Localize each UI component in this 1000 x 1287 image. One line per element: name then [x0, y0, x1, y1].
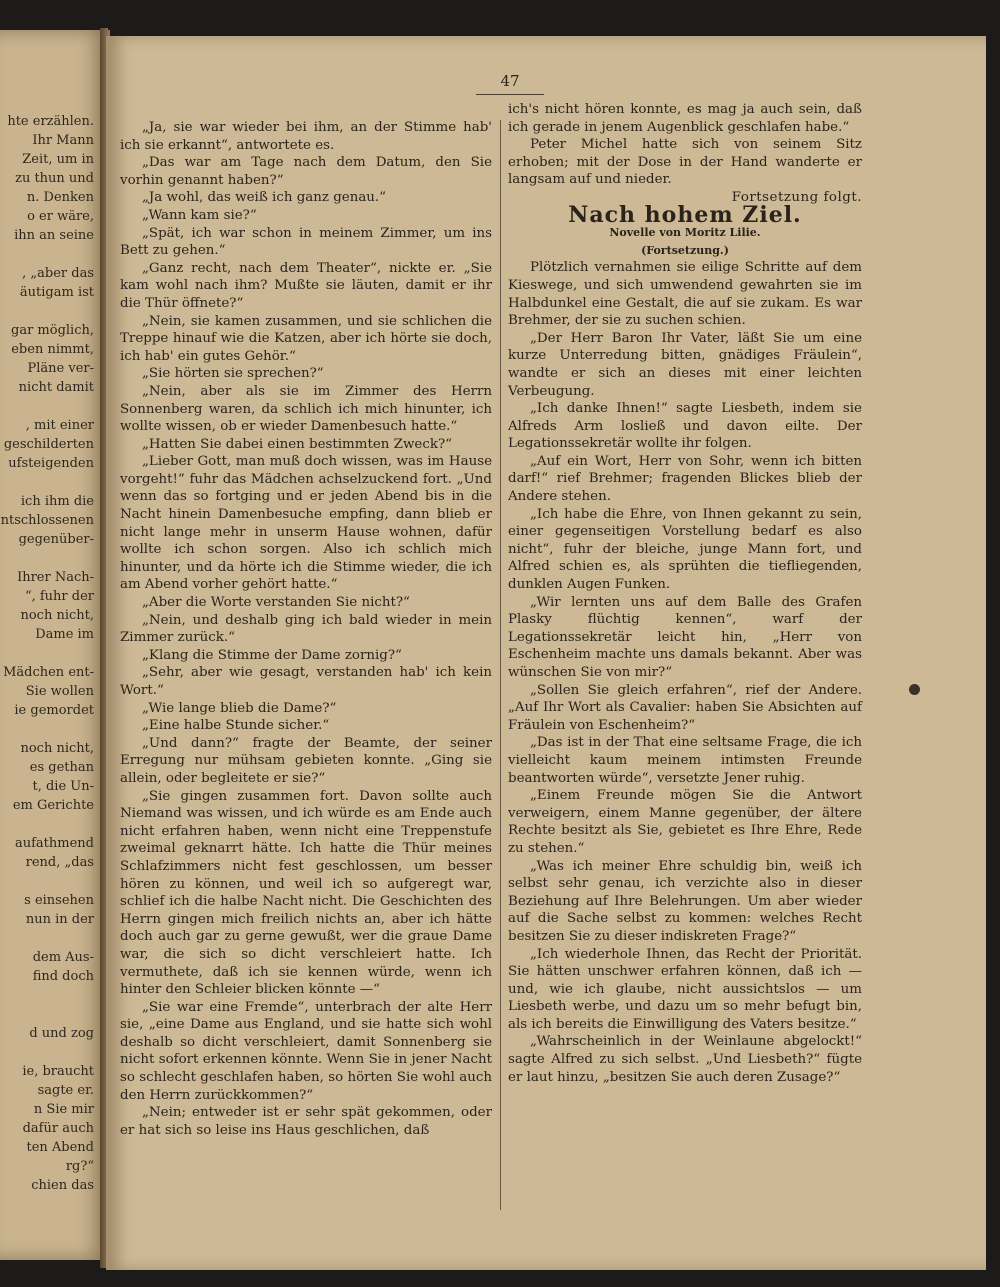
- facing-page-fragment: Mädchen ent-: [3, 665, 94, 680]
- paragraph: „Ja, sie war wieder bei ihm, an der Stimme hab' ich sie erkannt“, antwortete es.: [120, 120, 492, 153]
- header-rule: [476, 94, 544, 95]
- paragraph: „Sie war eine Fremde“, unterbrach der alte Herr sie, „eine Dame aus England, und sie hatte sich wohl deshalb so dicht verschleiert, damit Sonnenberg sie nicht sofort erkennen könnte. Wenn Sie in jener Nacht so schlecht geschlafen haben, so hörten Sie wohl auch den Herrn zurückkommen?“: [120, 999, 492, 1103]
- facing-page-fragment: gegenüber-: [18, 532, 94, 547]
- facing-page-fragment: chien das: [31, 1178, 94, 1193]
- continuation-note: Fortsetzung folgt.: [731, 189, 862, 205]
- paragraph: „Aber die Worte verstanden Sie nicht?“: [142, 595, 410, 611]
- facing-page-fragment: rg?“: [65, 1159, 94, 1174]
- paragraph: „Klang die Stimme der Dame zornig?“: [142, 647, 402, 663]
- paragraph: „Ganz recht, nach dem Theater“, nickte er. „Sie kam wohl nach ihm? Mußte sie läuten, damit er ihr die Thür öffnete?“: [120, 260, 492, 311]
- facing-page-fragment: geschilderten: [3, 437, 94, 452]
- paragraph: „Der Herr Baron Ihr Vater, läßt Sie um eine kurze Unterredung bitten, gnädiges Fräulein“, wandte er sich an dieses mit einer leichten Verbeugung.: [508, 330, 862, 399]
- facing-page-fragment: rend, „das: [25, 855, 94, 870]
- paragraph: „Ja wohl, das weiß ich ganz genau.“: [142, 190, 387, 206]
- story-title: Nach hohem Ziel.: [568, 201, 802, 228]
- paragraph: „Nein, aber als sie im Zimmer des Herrn Sonnenberg waren, da schlich ich mich hinunter, ich wollte wissen, ob er wieder Damenbesuch hatte.“: [120, 383, 492, 435]
- paragraph: „Einem Freunde mögen Sie die Antwort verweigern, einem Manne gegenüber, der ältere Rechte besitzt als Sie, gebietet es Ihre Ehre, Rede zu stehen.“: [508, 788, 862, 856]
- paragraph: ich's nicht hören konnte, es mag ja auch sein, daß ich gerade in jenem Augenblick geschlafen habe.“: [508, 102, 862, 135]
- facing-page-fragment: ntschlossenen: [0, 513, 94, 528]
- facing-page-fragment: eben nimmt,: [11, 342, 94, 357]
- paragraph: „Was ich meiner Ehre schuldig bin, weiß ich selbst sehr genau, ich verzichte also in dieser Beziehung auf Ihre Belehrungen. Um aber wieder auf die Sache selbst zu kommen: welches Recht besitzen Sie zu dieser indiskreten Frage?“: [508, 858, 862, 944]
- paragraph: „Wahrscheinlich in der Weinlaune abgelockt!“ sagte Alfred zu sich selbst. „Und Liesbeth?“ fügte er laut hinzu, „besitzen Sie auch deren Zusage?“: [508, 1034, 862, 1085]
- facing-page-fragment: Pläne ver-: [27, 361, 94, 376]
- facing-page-fragment: dem Aus-: [32, 950, 94, 965]
- facing-page-fragment: nicht damit: [18, 380, 94, 395]
- paragraph: „Nein; entweder ist er sehr spät gekommen, oder er hat sich so leise ins Haus geschlichen, daß: [120, 1105, 492, 1138]
- facing-page-fragment: sagte er.: [37, 1083, 94, 1098]
- facing-page-fragment: Ihr Mann: [32, 133, 94, 148]
- facing-page-fragment: noch nicht,: [20, 741, 94, 756]
- facing-page-fragment: es gethan: [29, 760, 94, 775]
- paragraph: „Eine halbe Stunde sicher.“: [142, 718, 330, 734]
- facing-page-fragment: gar möglich,: [11, 323, 94, 338]
- facing-page-fragment: em Gerichte: [12, 798, 94, 813]
- facing-page-fragment: dafür auch: [22, 1121, 94, 1136]
- facing-page-fragment: nun in der: [25, 912, 94, 927]
- facing-page-fragment: ten Abend: [26, 1140, 94, 1155]
- facing-page-fragment: äutigam ist: [19, 285, 94, 300]
- facing-page-fragment: d und zog: [29, 1026, 94, 1041]
- paper-hole: [909, 684, 920, 695]
- paragraph: „Sollen Sie gleich erfahren“, rief der Andere. „Auf Ihr Wort als Cavalier: haben Sie Absichten auf Fräulein von Eschenheim?“: [508, 682, 862, 733]
- right-column: [508, 101, 862, 1086]
- column-divider: [500, 120, 501, 1210]
- paragraph: „Wie lange blieb die Dame?“: [142, 700, 337, 716]
- facing-page-fragment: t, die Un-: [32, 779, 94, 794]
- paragraph: „Wir lernten uns auf dem Balle des Grafen Plasky flüchtig kennen“, warf der Legationssekretär leicht hin, „Herr von Eschenheim machte uns damals bekannt. Aber was wünschen Sie von mir?“: [508, 594, 862, 680]
- facing-page-fragment: , „aber das: [22, 266, 94, 281]
- facing-page-fragment: ich ihm die: [20, 494, 94, 509]
- paragraph: „Und dann?“ fragte der Beamte, der seiner Erregung nur mühsam gebieten konnte. „Ging sie allein, oder begleitete er sie?“: [120, 735, 492, 786]
- paragraph: „Nein, und deshalb ging ich bald wieder in mein Zimmer zurück.“: [120, 612, 492, 646]
- facing-page-fragment: aufathmend: [15, 836, 94, 851]
- paragraph: „Nein, sie kamen zusammen, und sie schlichen die Treppe hinauf wie die Katzen, aber ich hörte sie doch, ich hab' ein gutes Gehör.“: [120, 313, 492, 364]
- facing-page-edge: [0, 30, 110, 1260]
- facing-page-fragment: find doch: [32, 969, 94, 984]
- facing-page-fragment: Zeit, um in: [22, 152, 94, 167]
- paragraph: „Hatten Sie dabei einen bestimmten Zweck?“: [142, 436, 452, 452]
- facing-page-fragment: s einsehen: [24, 893, 94, 908]
- facing-page-fragment: ihn an seine: [14, 228, 94, 243]
- paragraph: „Lieber Gott, man muß doch wissen, was im Hause vorgeht!“ fuhr das Mädchen achselzuckend fort. „Und wenn das so fortging und er jeden Abend bis in die Nacht hinein Damenbesuche empfing, dann blieb er nicht lange mehr in unserm Hause wohnen, dafür wollte ich schon sorgen. Also ich schlich mich hinunter, und da hörte ich die Stimme wieder, die ich am Abend vorher gehört hatte.“: [120, 454, 492, 593]
- paragraph: Peter Michel hatte sich von seinem Sitz erhoben; mit der Dose in der Hand wanderte er langsam auf und nieder.: [508, 137, 862, 188]
- paragraph: „Spät, ich war schon in meinem Zimmer, um ins Bett zu gehen.“: [120, 225, 492, 259]
- paragraph: „Ich wiederhole Ihnen, das Recht der Priorität. Sie hätten unschwer erfahren können, daß ich — und, wie ich glaube, nicht aussichtslos — um Liesbeth werbe, und dazu um so mehr befugt bin, als ich bereits die Einwilligung des Vaters besitze.“: [508, 946, 862, 1032]
- facing-page-fragment: n Sie mir: [33, 1102, 94, 1117]
- paragraph: „Wann kam sie?“: [142, 207, 257, 223]
- paragraph: „Sehr, aber wie gesagt, verstanden hab' ich kein Wort.“: [120, 665, 492, 698]
- facing-page-fragment: n. Denken: [26, 190, 94, 205]
- facing-page-fragment: “, fuhr der: [24, 589, 94, 604]
- paragraph: Plötzlich vernahmen sie eilige Schritte auf dem Kieswege, und sich umwendend gewahrten sie im Halbdunkel eine Gestalt, die auf sie zukam. Es war Brehmer, der sie zu suchen schien.: [508, 260, 862, 329]
- facing-page-fragment: , mit einer: [25, 418, 94, 433]
- facing-page-fragment: hte erzählen.: [7, 114, 94, 129]
- story-continued-label: (Fortsetzung.): [641, 243, 729, 257]
- paragraph: „Sie hörten sie sprechen?“: [142, 366, 324, 382]
- page-number: 47: [500, 72, 520, 90]
- paragraph: „Sie gingen zusammen fort. Davon sollte auch Niemand was wissen, und ich würde es am Ende auch nicht erfahren haben, wenn nicht eine Treppenstufe zweimal geknarrt hätte. Ich hatte die Thür meines Schlafzimmers nicht fest geschlossen, um besser hören zu können, und weil ich so aufgeregt war, schlief ich die halbe Nacht nicht. Die Geschichten des Herrn gingen mich freilich nichts an, aber ich hätte doch auch gar zu gerne gewußt, wer die graue Dame war, die sich so dicht verschleiert hatte. Ich vermuthete, daß ich sie kennen würde, wenn ich hinter den Schleier blicken könnte —“: [120, 788, 492, 998]
- facing-page-fragment: ie gemordet: [14, 703, 94, 718]
- page-47: [106, 36, 986, 1270]
- facing-page-fragment: ufsteigenden: [8, 456, 94, 471]
- paragraph: „Ich habe die Ehre, von Ihnen gekannt zu sein, einer gegenseitigen Vorstellung bedarf es also nicht“, fuhr der bleiche, junge Mann fort, und Alfred schien es, als sprühten die tiefliegenden, dunklen Augen Funken.: [508, 506, 862, 593]
- facing-page-fragment: Sie wollen: [25, 684, 94, 699]
- facing-page-fragment: zu thun und: [15, 171, 94, 186]
- facing-page-fragment: Dame im: [35, 627, 94, 642]
- story-subtitle: Novelle von Moritz Lilie.: [609, 226, 761, 240]
- paragraph: „Das ist in der That eine seltsame Frage, die ich vielleicht kaum meinem intimsten Freunde beantworten würde“, versetzte Jener ruhig.: [508, 735, 862, 786]
- left-column: [120, 119, 492, 1139]
- paragraph: „Ich danke Ihnen!“ sagte Liesbeth, indem sie Alfreds Arm losließ und davon eilte. Der Legationssekretär wollte ihr folgen.: [508, 401, 862, 452]
- facing-page-fragment: ie, braucht: [22, 1064, 94, 1079]
- facing-page-fragment: noch nicht,: [20, 608, 94, 623]
- facing-page-fragment: o er wäre,: [27, 209, 94, 224]
- facing-page-fragment: Ihrer Nach-: [17, 570, 94, 585]
- paragraph: „Das war am Tage nach dem Datum, den Sie vorhin genannt haben?“: [120, 155, 492, 188]
- paragraph: „Auf ein Wort, Herr von Sohr, wenn ich bitten darf!“ rief Brehmer; fragenden Blickes blieb der Andere stehen.: [508, 453, 862, 505]
